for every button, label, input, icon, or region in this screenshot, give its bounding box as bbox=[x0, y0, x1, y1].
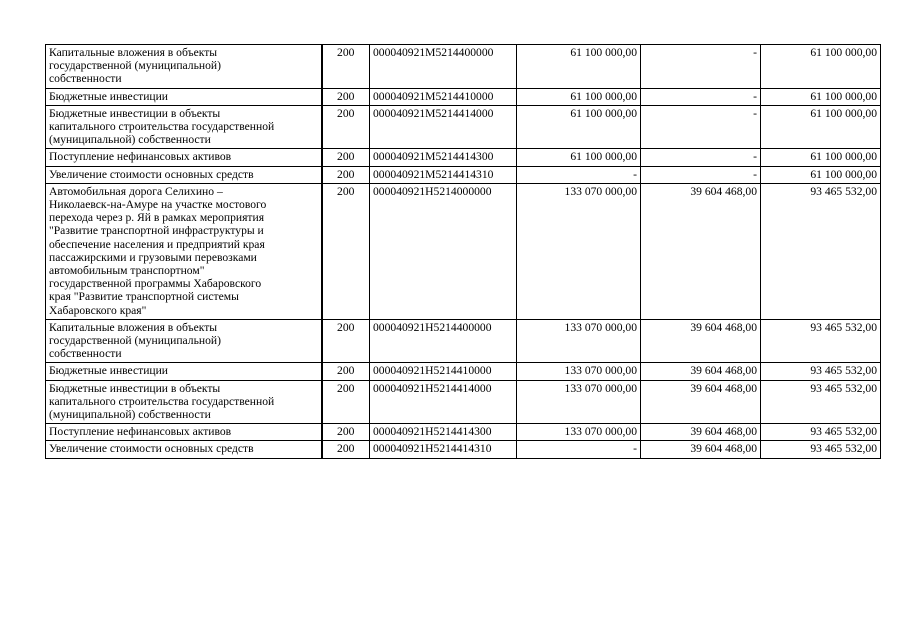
row-kbk: 000040921H5214414300 bbox=[370, 424, 517, 441]
row-name: Бюджетные инвестиции bbox=[46, 363, 322, 380]
row-kbk: 000040921H5214400000 bbox=[370, 319, 517, 363]
row-executed: - bbox=[641, 88, 761, 105]
row-name: Поступление нефинансовых активов bbox=[46, 149, 322, 166]
row-vr-code: 200 bbox=[322, 380, 370, 424]
row-unexecuted: 93 465 532,00 bbox=[761, 319, 881, 363]
row-name: Увеличение стоимости основных средств bbox=[46, 441, 322, 458]
row-vr-code: 200 bbox=[322, 166, 370, 183]
budget-table bbox=[45, 44, 881, 459]
row-name: Увеличение стоимости основных средств bbox=[46, 166, 322, 183]
row-approved: 61 100 000,00 bbox=[517, 149, 641, 166]
row-unexecuted: 61 100 000,00 bbox=[761, 166, 881, 183]
row-kbk: 000040921M5214400000 bbox=[370, 45, 517, 89]
row-kbk: 000040921H5214414000 bbox=[370, 380, 517, 424]
row-unexecuted: 61 100 000,00 bbox=[761, 88, 881, 105]
row-kbk: 000040921M5214410000 bbox=[370, 88, 517, 105]
row-kbk: 000040921H5214410000 bbox=[370, 363, 517, 380]
row-approved: 133 070 000,00 bbox=[517, 319, 641, 363]
row-approved: 133 070 000,00 bbox=[517, 424, 641, 441]
row-approved: 133 070 000,00 bbox=[517, 380, 641, 424]
row-approved: - bbox=[517, 166, 641, 183]
table-row bbox=[46, 149, 881, 166]
table-row bbox=[46, 319, 881, 363]
table-row bbox=[46, 441, 881, 458]
row-name: Бюджетные инвестиции bbox=[46, 88, 322, 105]
row-unexecuted: 93 465 532,00 bbox=[761, 183, 881, 319]
row-approved: 61 100 000,00 bbox=[517, 105, 641, 149]
row-vr-code: 200 bbox=[322, 105, 370, 149]
table-row bbox=[46, 166, 881, 183]
row-vr-code: 200 bbox=[322, 319, 370, 363]
row-executed: - bbox=[641, 105, 761, 149]
row-name: Капитальные вложения в объекты государственной (муниципальной) собственности bbox=[46, 319, 322, 363]
table-row bbox=[46, 363, 881, 380]
row-vr-code: 200 bbox=[322, 183, 370, 319]
row-approved: 133 070 000,00 bbox=[517, 363, 641, 380]
row-name: Автомобильная дорога Селихино – Николаевск-на-Амуре на участке мостового перехода через р. Яй в рамках мероприятия "Развитие транспортной инфраструктуры и обеспечение населения и предприятий края пассажирскими и грузовыми перевозками автомобильным транспортном" государственной программы Хабаровского края "Развитие транспортной системы Хабаровского края" bbox=[46, 183, 322, 319]
row-unexecuted: 93 465 532,00 bbox=[761, 424, 881, 441]
row-kbk: 000040921M5214414310 bbox=[370, 166, 517, 183]
row-unexecuted: 93 465 532,00 bbox=[761, 380, 881, 424]
row-kbk: 000040921H5214414310 bbox=[370, 441, 517, 458]
row-vr-code: 200 bbox=[322, 88, 370, 105]
table-row bbox=[46, 88, 881, 105]
row-vr-code: 200 bbox=[322, 45, 370, 89]
budget-table-body bbox=[46, 45, 881, 459]
row-executed: 39 604 468,00 bbox=[641, 319, 761, 363]
table-row bbox=[46, 380, 881, 424]
row-unexecuted: 61 100 000,00 bbox=[761, 45, 881, 89]
row-kbk: 000040921M5214414000 bbox=[370, 105, 517, 149]
row-executed: - bbox=[641, 45, 761, 89]
row-unexecuted: 93 465 532,00 bbox=[761, 441, 881, 458]
row-executed: - bbox=[641, 149, 761, 166]
row-name: Капитальные вложения в объекты государственной (муниципальной) собственности bbox=[46, 45, 322, 89]
row-name: Бюджетные инвестиции в объекты капитального строительства государственной (муниципальной) собственности bbox=[46, 380, 322, 424]
row-executed: 39 604 468,00 bbox=[641, 380, 761, 424]
row-unexecuted: 61 100 000,00 bbox=[761, 105, 881, 149]
row-unexecuted: 61 100 000,00 bbox=[761, 149, 881, 166]
row-executed: - bbox=[641, 166, 761, 183]
row-kbk: 000040921H5214000000 bbox=[370, 183, 517, 319]
table-row bbox=[46, 105, 881, 149]
row-approved: 61 100 000,00 bbox=[517, 45, 641, 89]
row-vr-code: 200 bbox=[322, 424, 370, 441]
row-vr-code: 200 bbox=[322, 441, 370, 458]
row-vr-code: 200 bbox=[322, 363, 370, 380]
table-row bbox=[46, 183, 881, 319]
row-approved: 61 100 000,00 bbox=[517, 88, 641, 105]
row-unexecuted: 93 465 532,00 bbox=[761, 363, 881, 380]
row-approved: - bbox=[517, 441, 641, 458]
row-kbk: 000040921M5214414300 bbox=[370, 149, 517, 166]
row-approved: 133 070 000,00 bbox=[517, 183, 641, 319]
row-executed: 39 604 468,00 bbox=[641, 441, 761, 458]
row-name: Бюджетные инвестиции в объекты капитального строительства государственной (муниципальной) собственности bbox=[46, 105, 322, 149]
row-vr-code: 200 bbox=[322, 149, 370, 166]
row-name: Поступление нефинансовых активов bbox=[46, 424, 322, 441]
table-row bbox=[46, 45, 881, 89]
row-executed: 39 604 468,00 bbox=[641, 424, 761, 441]
table-row bbox=[46, 424, 881, 441]
row-executed: 39 604 468,00 bbox=[641, 183, 761, 319]
row-executed: 39 604 468,00 bbox=[641, 363, 761, 380]
